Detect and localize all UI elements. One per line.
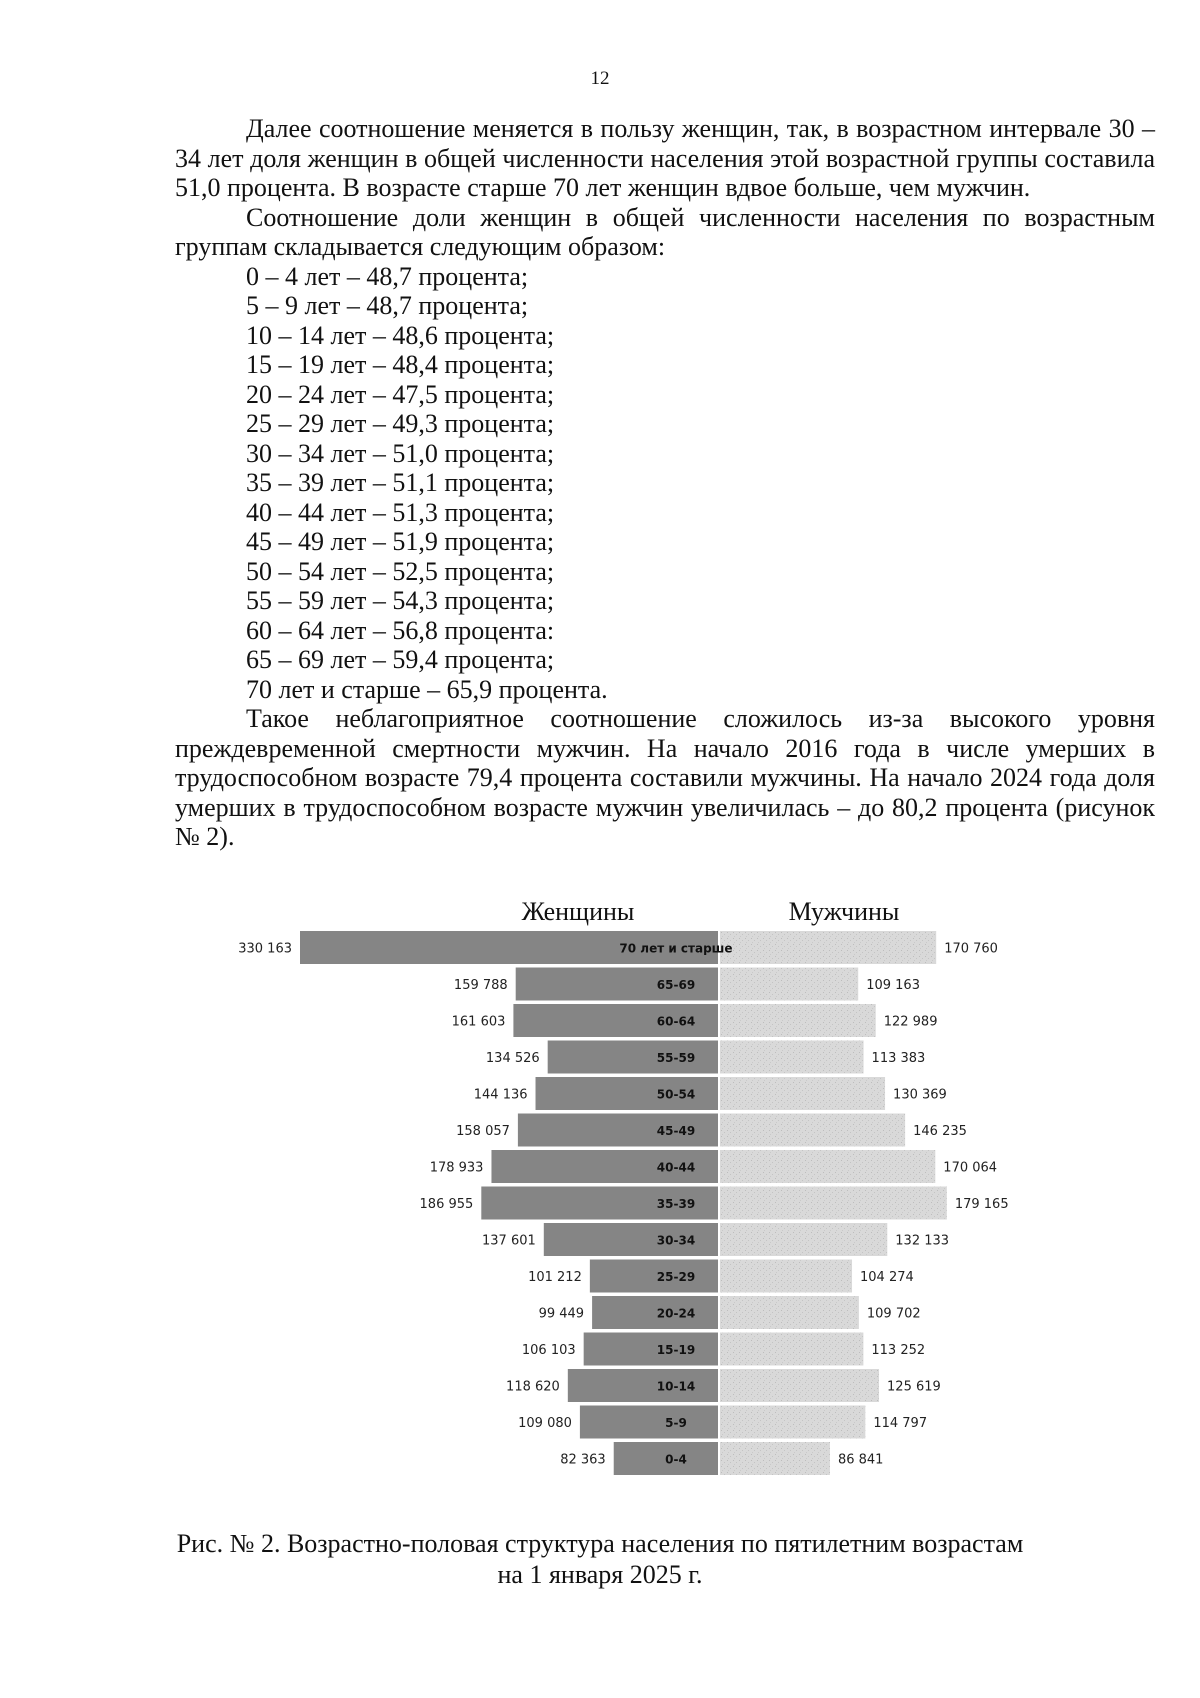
bar-men — [720, 1369, 879, 1402]
bar-men — [720, 1114, 905, 1147]
data-label-women: 134 526 — [485, 1051, 540, 1066]
caption-line: на 1 января 2025 г. — [497, 1560, 703, 1589]
bar-men — [720, 1150, 935, 1183]
bar-women — [590, 1260, 718, 1293]
data-label-women: 101 212 — [528, 1270, 582, 1285]
bar-women — [580, 1406, 718, 1439]
category-label: 35-39 — [656, 1197, 696, 1211]
legend-women: Женщины — [521, 897, 635, 926]
paragraph-ratio: Соотношение доли женщин в общей численности населения по возрастным группам складывается следующим образом: — [175, 202, 1155, 261]
bar-men — [720, 968, 858, 1001]
category-label: 70 лет и старше — [619, 941, 733, 956]
data-label-men: 125 619 — [887, 1379, 941, 1395]
category-label: 5-9 — [665, 1416, 687, 1430]
data-label-women: 137 601 — [482, 1233, 536, 1249]
data-label-women: 161 603 — [451, 1014, 506, 1030]
bar-men — [720, 1187, 947, 1220]
data-label-men: 122 989 — [883, 1014, 938, 1030]
list-item: 50 – 54 лет – 52,5 процента; — [246, 556, 555, 586]
list-item: 65 – 69 лет – 59,4 процента; — [246, 645, 555, 674]
list-item: 20 – 24 лет – 47,5 процента; — [246, 379, 555, 409]
bar-men — [720, 1442, 830, 1475]
bar-women — [584, 1333, 718, 1366]
list-item: 25 – 29 лет – 49,3 процента; — [246, 409, 555, 438]
bar-women — [592, 1296, 718, 1329]
data-label-men: 86 841 — [837, 1452, 884, 1468]
list-item: 30 – 34 лет – 51,0 процента; — [246, 438, 555, 468]
data-label-men: 132 133 — [895, 1233, 950, 1249]
data-label-women: 186 955 — [419, 1197, 474, 1212]
data-label-men: 113 252 — [871, 1343, 926, 1358]
data-label-women: 144 136 — [473, 1087, 528, 1103]
data-label-men: 146 235 — [913, 1124, 967, 1139]
list-item: 60 – 64 лет – 56,8 процента: — [246, 615, 555, 645]
category-label: 0-4 — [665, 1452, 687, 1467]
bar-men — [720, 1077, 885, 1110]
data-label-women: 106 103 — [521, 1343, 576, 1358]
bar-men — [720, 1333, 863, 1366]
figure-caption — [0, 1528, 1200, 1590]
bar-men — [720, 1041, 864, 1074]
data-label-women: 82 363 — [560, 1452, 606, 1468]
category-label: 55-59 — [656, 1051, 696, 1065]
data-label-men: 130 369 — [893, 1087, 947, 1103]
list-item: 15 – 19 лет – 48,4 процента; — [246, 350, 555, 379]
data-label-women: 158 057 — [456, 1124, 510, 1139]
list-item: 70 лет и старше – 65,9 процента. — [246, 674, 608, 704]
body-text — [175, 114, 1155, 852]
data-label-men: 170 064 — [943, 1160, 998, 1176]
population-pyramid-svg — [0, 895, 1200, 1485]
bar-women — [568, 1369, 718, 1402]
legend-men: Мужчины — [788, 897, 900, 926]
data-label-women: 109 080 — [518, 1416, 572, 1431]
data-label-men: 114 797 — [873, 1416, 928, 1431]
bar-men — [720, 1004, 876, 1037]
bar-men — [720, 1296, 859, 1329]
list-item: 45 – 49 лет – 51,9 процента; — [246, 527, 555, 556]
data-label-women: 178 933 — [429, 1160, 484, 1176]
data-label-women: 99 449 — [538, 1306, 585, 1322]
bar-men — [720, 931, 936, 964]
data-label-men: 170 760 — [944, 941, 998, 957]
category-label: 15-19 — [656, 1343, 696, 1357]
category-label: 40-44 — [656, 1160, 696, 1175]
data-label-men: 104 274 — [860, 1270, 914, 1285]
category-label: 30-34 — [656, 1233, 696, 1248]
list-item: 55 – 59 лет – 54,3 процента; — [246, 586, 555, 615]
paragraph-intro: Далее соотношение меняется в пользу женщин, так, в возрастном интервале 30 – 34 лет доля женщин в общей численности населения этой возрастной группы составила 51,0 процента. В возрасте старше 70 лет женщин вдвое больше, чем мужчин. — [175, 114, 1155, 202]
category-label: 45-49 — [656, 1124, 696, 1138]
page-number: 12 — [590, 68, 610, 89]
data-label-men: 109 702 — [866, 1306, 921, 1322]
list-item: 35 – 39 лет – 51,1 процента; — [246, 468, 555, 497]
category-label: 60-64 — [656, 1014, 696, 1029]
data-label-men: 113 383 — [871, 1051, 926, 1066]
bar-men — [720, 1223, 887, 1256]
category-label: 20-24 — [656, 1306, 696, 1321]
share-list — [175, 262, 1155, 705]
category-label: 10-14 — [656, 1379, 696, 1394]
list-item: 5 – 9 лет – 48,7 процента; — [246, 291, 529, 320]
data-label-women: 159 788 — [453, 978, 508, 993]
bar-men — [720, 1406, 865, 1439]
category-label: 25-29 — [656, 1270, 696, 1284]
list-item: 0 – 4 лет – 48,7 процента; — [246, 261, 529, 291]
category-label: 50-54 — [656, 1087, 696, 1102]
data-label-men: 109 163 — [866, 978, 920, 993]
list-item: 40 – 44 лет – 51,3 процента; — [246, 497, 555, 527]
data-label-women: 118 620 — [506, 1379, 560, 1395]
data-label-men: 179 165 — [954, 1197, 1009, 1212]
bar-men — [720, 1260, 852, 1293]
caption-line: Рис. № 2. Возрастно-половая структура населения по пятилетним возрастам — [176, 1529, 1024, 1558]
list-item: 10 – 14 лет – 48,6 процента; — [246, 320, 555, 350]
data-label-women: 330 163 — [238, 941, 292, 957]
paragraph-mortality: Такое неблагоприятное соотношение сложилось из-за высокого уровня преждевременной смертности мужчин. На начало 2016 года в числе умерших в трудоспособном возрасте 79,4 процента составили мужчины. На начало 2024 года доля умерших в трудоспособном возрасте мужчин увеличилась – до 80,2 процента (рисунок № 2). — [175, 704, 1155, 851]
category-label: 65-69 — [656, 978, 696, 992]
population-pyramid — [0, 895, 1200, 1485]
